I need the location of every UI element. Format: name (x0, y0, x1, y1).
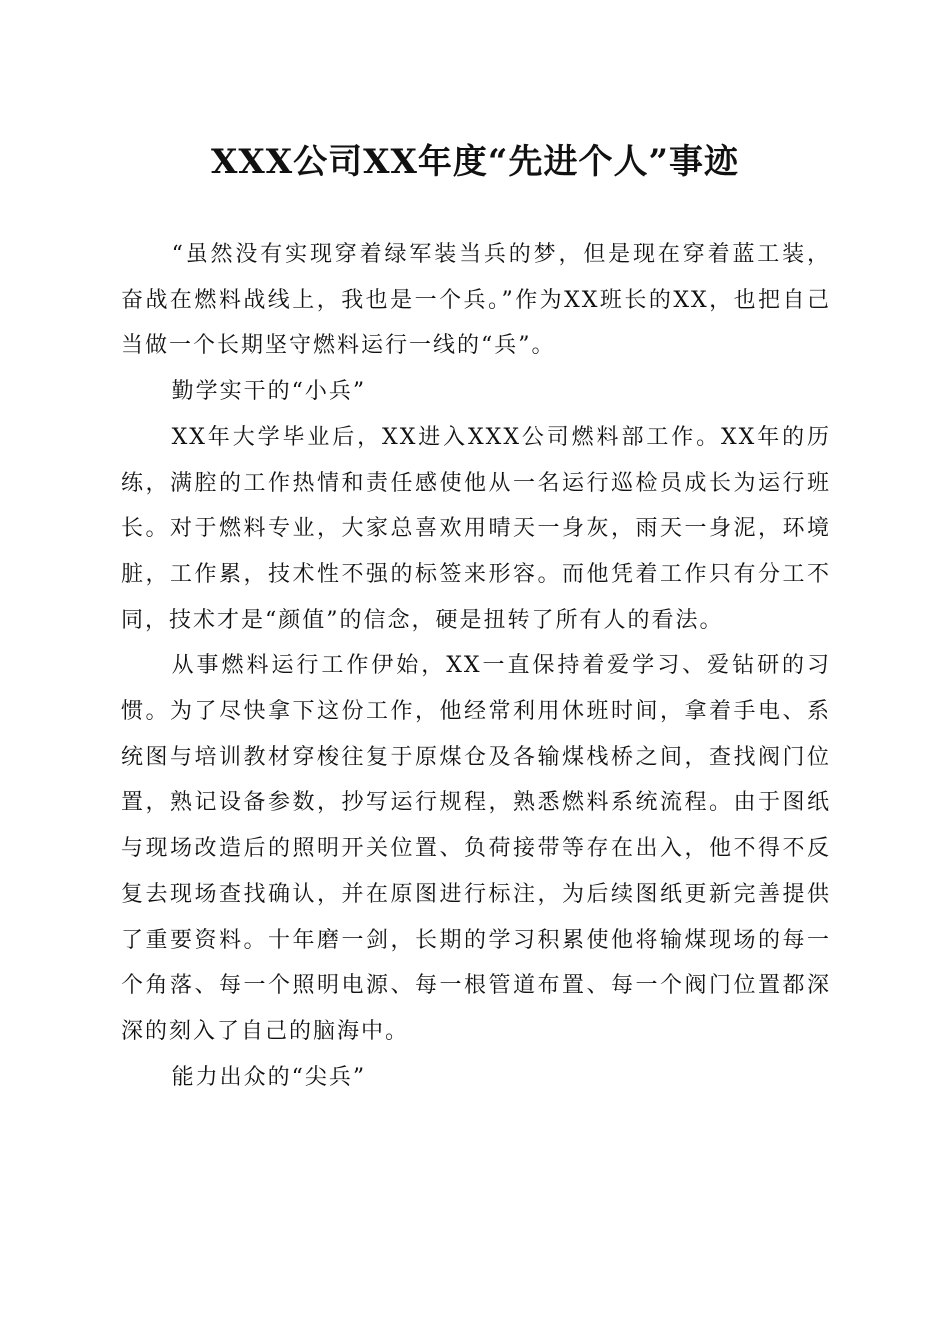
paragraph-learning: 从事燃料运行工作伊始，XX一直保持着爱学习、爱钻研的习惯。为了尽快拿下这份工作，他经常利用休班时间，拿着手电、系统图与培训教材穿梭往复于原煤仓及各输煤栈桥之间，查找阀门位置，熟记设备参数，抄写运行规程，熟悉燃料系统流程。由于图纸与现场改造后的照明开关位置、负荷接带等存在出入，他不得不反复去现场查找确认，并在原图进行标注，为后续图纸更新完善提供了重要资料。十年磨一剑，长期的学习积累使他将输煤现场的每一个角落、每一个照明电源、每一根管道布置、每一个阀门位置都深深的刻入了自己的脑海中。 (121, 653, 831, 1044)
document-body (121, 232, 831, 1100)
paragraph-intro: “虽然没有实现穿着绿军装当兵的梦，但是现在穿着蓝工装，奋战在燃料战线上，我也是一个兵。”作为XX班长的XX，也把自己当做一个长期坚守燃料运行一线的“兵”。 (121, 242, 831, 359)
section-heading-elite-soldier: 能力出众的“尖兵” (171, 1064, 367, 1090)
document-title: XXX公司XX年度“先进个人”事迹 (210, 142, 739, 182)
paragraph-career: XX年大学毕业后，XX进入XXX公司燃料部工作。XX年的历练，满腔的工作热情和责任感使他从一名运行巡检员成长为运行班长。对于燃料专业，大家总喜欢用晴天一身灰，雨天一身泥，环境脏，工作累，技术性不强的标签来形容。而他凭着工作只有分工不同，技术才是“颜值”的信念，硬是扭转了所有人的看法。 (121, 424, 831, 633)
section-heading-diligent-soldier: 勤学实干的“小兵” (171, 379, 367, 405)
